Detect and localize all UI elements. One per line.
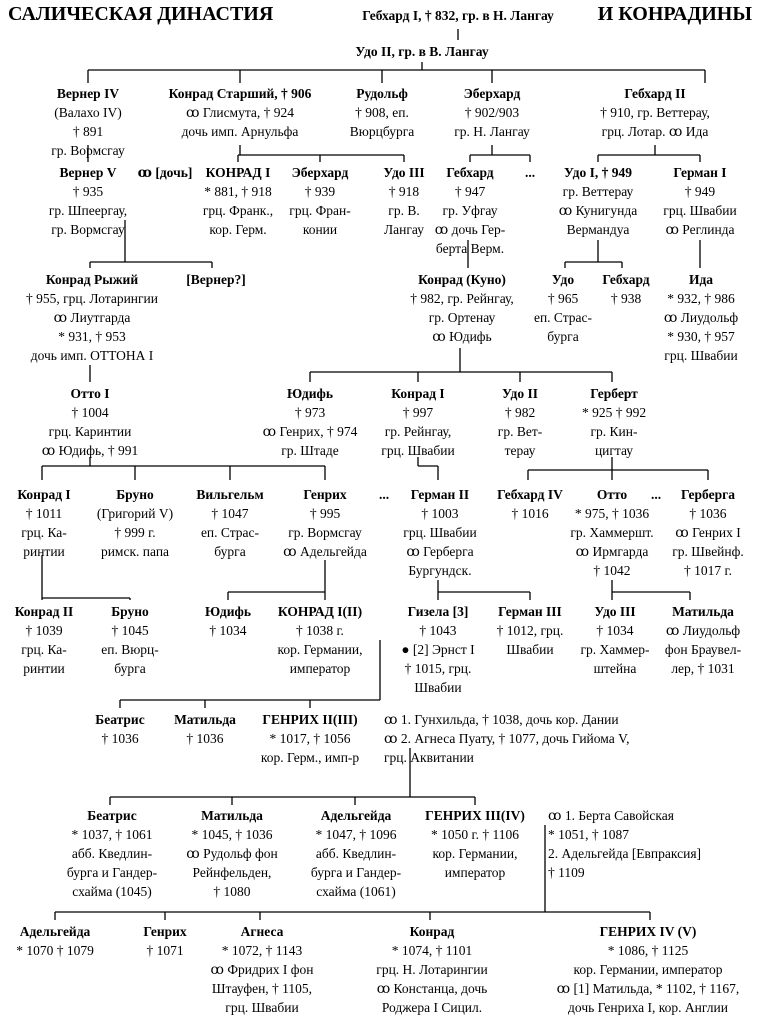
person-line: Бруно [116, 487, 154, 502]
person-line: * 1072, † 1143 [221, 943, 303, 958]
person-line: Конрад [409, 924, 455, 939]
person-line: римск. папа [100, 544, 170, 559]
person-line: Рудольф [356, 86, 408, 101]
person-line: † 1080 [213, 884, 251, 899]
person-heinrich1 [283, 485, 367, 561]
person-line: Швабии [414, 680, 462, 695]
person-konrad2 [15, 602, 74, 678]
person-line: схайма (1061) [316, 884, 396, 899]
person-heinrich_c [143, 922, 186, 960]
person-line: Гебхард I, † 832, гр. в Н. Лангау [362, 8, 554, 23]
person-matilda3 [186, 806, 277, 901]
person-adelheid2 [16, 922, 94, 960]
person-line: † 947 [454, 184, 486, 199]
person-line: † 1004 [71, 405, 109, 420]
person-line: Гебхард [446, 165, 494, 180]
person-line: † 935 [72, 184, 104, 199]
person-line: ꝏ Генрих, † 974 [262, 424, 358, 439]
person-heinrich4 [557, 922, 740, 1017]
person-line: * 1017, † 1056 [269, 731, 351, 746]
person-line: Удо [551, 272, 575, 287]
person-line: Рейнфельден, [192, 865, 272, 880]
person-line: дочь имп. ОТТОНА I [30, 348, 154, 363]
person-line: † 1071 [146, 943, 184, 958]
person-verner5 [49, 163, 127, 239]
person-line: гр. Вет- [497, 424, 543, 439]
person-line: Вернер V [59, 165, 117, 180]
person-line: † 999 г. [114, 525, 156, 540]
person-line: Генрих [303, 487, 347, 502]
person-line: Удо III [594, 604, 636, 619]
person-line: кор. Германии, [432, 846, 518, 861]
person-line: * 931, † 953 [58, 329, 126, 344]
person-line: грц. Швабии [381, 443, 455, 458]
person-line: дочь имп. Арнульфа [181, 124, 299, 139]
person-line: † 918 [388, 184, 420, 199]
person-line: абб. Кведлин- [71, 846, 153, 861]
person-line: Швабии [506, 642, 554, 657]
person-line: * 975, † 1036 [574, 506, 650, 521]
person-wilhelm [196, 485, 263, 561]
person-beatris1 [95, 710, 144, 748]
person-line: Герман I [673, 165, 727, 180]
person-german3 [497, 602, 564, 659]
person-line: ꝏ Юдифь, † 991 [41, 443, 139, 458]
person-line: † 1039 [25, 623, 63, 638]
person-line: * 1045, † 1036 [191, 827, 273, 842]
person-line: Юдифь [287, 386, 333, 401]
person-gerberga [672, 485, 744, 580]
person-konrad1s [381, 384, 454, 460]
person-line: * 1070 † 1079 [16, 943, 94, 958]
person-line: ГЕНРИХ II(III) [262, 712, 358, 727]
person-line: Конрад I [391, 386, 445, 401]
person-line: фон Браувел- [664, 642, 742, 657]
person-line: ꝏ Адельгейда [283, 544, 367, 559]
person-line: † 910, гр. Веттерау, [600, 105, 710, 120]
person-line: Гебхард II [624, 86, 686, 101]
person-line: † 1038 г. [296, 623, 344, 638]
person-line: † 891 [72, 124, 104, 139]
person-line: Адельгейда [19, 924, 91, 939]
person-judith2 [205, 602, 251, 640]
person-line: император [289, 661, 351, 676]
person-line: † 1045 [111, 623, 149, 638]
person-gebhard3 [435, 163, 505, 258]
person-line: ... [524, 165, 536, 180]
person-line: ꝏ 1. Берта Савойская [548, 808, 674, 823]
person-line: КОНРАД I(II) [277, 604, 363, 619]
person-matilda2 [174, 710, 236, 748]
person-line: Гебхард [602, 272, 650, 287]
person-line: Матильда [174, 712, 236, 727]
person-konrad_st [169, 84, 312, 141]
person-line: † 1011 [25, 506, 63, 521]
person-german2 [403, 485, 476, 580]
person-bruno [97, 485, 173, 561]
person-line: Гебхард IV [497, 487, 563, 502]
person-line: Вюрцбурга [349, 124, 415, 139]
person-heinrich3 [425, 806, 525, 882]
person-line: Конрад I [17, 487, 71, 502]
person-line: Отто I [70, 386, 110, 401]
person-line: * 1050 г. † 1106 [431, 827, 519, 842]
person-line: гр. Веттерау [562, 184, 634, 199]
person-line: гр. Швейнф. [672, 544, 744, 559]
person-bruno2 [101, 602, 159, 678]
person-line: † 939 [304, 184, 336, 199]
person-line: гр. В. [388, 203, 420, 218]
person-line: терау [504, 443, 536, 458]
person-line: ꝏ Генрих I [675, 525, 741, 540]
person-heinrich2 [261, 710, 359, 767]
person-herbert [582, 384, 646, 460]
person-line: * 1074, † 1101 [391, 943, 473, 958]
person-line: Конрад Старший, † 906 [168, 86, 312, 101]
person-line: † 1043 [419, 623, 457, 638]
person-line: Адельгейда [320, 808, 392, 823]
person-line: кор. Герм. [209, 222, 267, 237]
person-line: † 965 [547, 291, 579, 306]
person-dots1 [525, 163, 535, 182]
person-line: Агнеса [240, 924, 284, 939]
person-line: гр. Хаммершт. [570, 525, 654, 540]
person-line: ꝏ Лиудольф [663, 310, 739, 325]
person-matilda1 [665, 602, 741, 678]
person-judith1 [263, 384, 358, 460]
person-line: Удо III [383, 165, 425, 180]
person-line: Гизела [3] [407, 604, 469, 619]
person-line: Эберхард [463, 86, 521, 101]
person-line: грц. Лотар. ꝏ Ида [601, 124, 709, 139]
person-line: ꝏ Кунигунда [558, 203, 638, 218]
person-line: † 973 [294, 405, 326, 420]
person-line: кор. Германии, император [573, 962, 723, 977]
person-dots2 [379, 485, 389, 504]
person-line: † 1036 [101, 731, 139, 746]
person-konrad_emp [278, 602, 363, 678]
person-line: 2. Адельгейда [Евпраксия] [548, 846, 702, 861]
person-line: * 925 † 992 [581, 405, 647, 420]
person-ida [664, 270, 738, 365]
person-line: ꝏ Рудольф фон [186, 846, 278, 861]
person-line: † 1017 г. [684, 563, 732, 578]
person-udo3a [383, 163, 424, 239]
person-gebhard4 [497, 485, 563, 523]
person-line: ГЕНРИХ III(IV) [425, 808, 525, 823]
person-line: штейна [593, 661, 637, 676]
person-line: дочь Генриха I, кор. Англии [568, 1000, 728, 1015]
person-line: кор. Германии, [277, 642, 363, 657]
person-line: грц. Ка- [21, 642, 67, 657]
person-line: грц. Швабии [663, 203, 737, 218]
person-line: (Григорий V) [96, 506, 174, 521]
person-line: Беатрис [87, 808, 137, 823]
person-line: гр. Уфгау [442, 203, 498, 218]
person-konrad1k [203, 163, 273, 239]
person-line: цигтау [594, 443, 634, 458]
person-line: Ида [688, 272, 714, 287]
person-line: Удо II [501, 386, 539, 401]
person-line: ꝏ Фридрих I фон [210, 962, 314, 977]
person-line: бурга [114, 661, 146, 676]
person-line: Вермандуа [566, 222, 630, 237]
person-line: † 1109 [548, 865, 585, 880]
person-line: еп. Страс- [533, 310, 593, 325]
person-line: Конрад Рыжий [45, 272, 139, 287]
person-line: * 881, † 918 [204, 184, 272, 199]
person-verner4 [51, 84, 124, 160]
person-line: бурга и Гандер- [66, 865, 158, 880]
person-line: † 949 [684, 184, 716, 199]
person-agnesa [210, 922, 313, 1017]
person-gebhard2 [600, 84, 710, 141]
person-line: Матильда [672, 604, 734, 619]
person-verner_q [186, 270, 246, 289]
person-konrad_ryzh [26, 270, 158, 365]
person-doch [138, 163, 193, 182]
person-line: † 995 [309, 506, 341, 521]
person-line: ꝏ Ирмгарда [575, 544, 649, 559]
person-rudolf [350, 84, 414, 141]
person-line: гр. Вормсгау [51, 143, 125, 158]
title-left: САЛИЧЕСКАЯ ДИНАСТИЯ [8, 3, 274, 25]
person-line: ꝏ Констанца, дочь [376, 981, 488, 996]
person-line: схайма (1045) [72, 884, 152, 899]
person-line: кор. Герм., имп-р [260, 750, 360, 765]
person-adelheid1 [311, 806, 401, 901]
person-line: † 997 [402, 405, 434, 420]
person-spouses1 [384, 710, 629, 767]
person-line: грц. Аквитании [384, 750, 474, 765]
person-line: ꝏ Лиутгарда [53, 310, 131, 325]
person-line: ГЕНРИХ IV (V) [599, 924, 697, 939]
person-line: Конрад II [14, 604, 74, 619]
person-line: † 982, гр. Рейнгау, [410, 291, 514, 306]
person-line: * 1047, † 1096 [315, 827, 397, 842]
person-line: ꝏ Герберга [406, 544, 474, 559]
person-line: ꝏ [дочь] [137, 165, 193, 180]
person-line: грц. Н. Лотарингии [376, 962, 488, 977]
person-line: Конрад (Куно) [418, 272, 506, 287]
person-line: абб. Кведлин- [315, 846, 397, 861]
person-line: † 902/903 [464, 105, 520, 120]
person-udo2b [498, 384, 542, 460]
person-line: † 938 [610, 291, 642, 306]
person-line: Генрих [143, 924, 187, 939]
person-line: берта Верм. [435, 241, 505, 256]
person-line: † 908, еп. [355, 105, 409, 120]
person-line: лер, † 1031 [671, 661, 735, 676]
person-line: гр. Кин- [590, 424, 638, 439]
person-line: грц. Франк., [202, 203, 274, 218]
person-line: † 1015, грц. [404, 661, 472, 676]
person-line: Лангау [384, 222, 424, 237]
person-line: Герберт [590, 386, 638, 401]
person-line: Юдифь [205, 604, 251, 619]
person-line: грц. Ка- [21, 525, 67, 540]
person-line: Матильда [201, 808, 263, 823]
person-konrad_kuno [410, 270, 514, 346]
person-line: гр. Штаде [281, 443, 339, 458]
person-line: (Валахо IV) [54, 105, 122, 120]
person-line: † 1012, грц. [496, 623, 564, 638]
person-line: гр. Шпеергау, [48, 203, 128, 218]
person-line: Герберга [680, 487, 736, 502]
person-line: Удо I, † 949 [564, 165, 632, 180]
person-line: Герман II [410, 487, 470, 502]
person-line: грц. Швабии [664, 348, 738, 363]
person-konrad1k2 [17, 485, 70, 561]
person-beatris2 [67, 806, 157, 901]
person-otto1 [42, 384, 139, 460]
person-line: гр. Вормсгау [51, 222, 125, 237]
person-line: † 1047 [211, 506, 249, 521]
person-line: гр. Ортенау [428, 310, 496, 325]
person-german1 [663, 163, 736, 239]
person-line: Бургундск. [408, 563, 472, 578]
person-line: гр. Рейнгау, [384, 424, 452, 439]
person-line: ... [650, 487, 662, 502]
person-line: грц. Фран- [289, 203, 351, 218]
person-line: грц. Швабии [403, 525, 477, 540]
person-line: ринтии [23, 661, 65, 676]
person-gebhard_938 [602, 270, 649, 308]
person-line: † 1034 [209, 623, 247, 638]
person-line: † 1042 [593, 563, 631, 578]
person-line: Беатрис [95, 712, 145, 727]
person-line: Отто [596, 487, 628, 502]
person-line: бурга и Гандер- [310, 865, 402, 880]
person-line: Удо II, гр. в В. Лангау [355, 44, 489, 59]
person-line: Эберхард [291, 165, 349, 180]
person-line: гр. Хаммер- [580, 642, 650, 657]
person-line: * 932, † 986 [667, 291, 735, 306]
title-right: И КОНРАДИНЫ [597, 3, 752, 25]
person-line: * 1051, † 1087 [548, 827, 629, 842]
person-line: бурга [214, 544, 246, 559]
person-line: ꝏ Реглинда [665, 222, 735, 237]
person-line: еп. Страс- [200, 525, 260, 540]
person-udo_strasb [534, 270, 592, 346]
person-konrad_last [376, 922, 487, 1017]
person-line: † 1016 [511, 506, 549, 521]
person-line: бурга [547, 329, 579, 344]
person-line: грц. Швабии [225, 1000, 299, 1015]
person-otto2 [570, 485, 653, 580]
person-eberhard2 [289, 163, 350, 239]
person-line: * 1037, † 1061 [71, 827, 153, 842]
person-spouses2 [548, 806, 701, 882]
person-line: [Вернер?] [186, 272, 246, 287]
person-line: ꝏ 1. Гунхильда, † 1038, дочь кор. Дании [384, 712, 619, 727]
person-line: † 982 [504, 405, 536, 420]
person-line: † 1036 [689, 506, 727, 521]
person-line: Штауфен, † 1105, [211, 981, 313, 996]
person-line: еп. Вюрц- [101, 642, 159, 657]
person-line: Бруно [111, 604, 149, 619]
person-line: † 955, грц. Лотарингии [25, 291, 159, 306]
person-line: ꝏ Глисмута, † 924 [185, 105, 295, 120]
person-line: ꝏ 2. Агнеса Пуату, † 1077, дочь Гийома V, [384, 731, 630, 746]
person-line: гр. Вормсгау [288, 525, 362, 540]
person-line: † 1034 [596, 623, 634, 638]
person-line: Герман III [498, 604, 562, 619]
person-eberhard1 [454, 84, 530, 141]
person-line: КОНРАД I [205, 165, 271, 180]
person-line: ꝏ Юдифь [432, 329, 492, 344]
person-dots3 [651, 485, 661, 504]
person-line: Вильгельм [196, 487, 264, 502]
person-line: ꝏ дочь Гер- [434, 222, 506, 237]
person-line: ... [378, 487, 390, 502]
person-line: * 930, † 957 [667, 329, 735, 344]
person-line: † 1003 [421, 506, 459, 521]
person-udo3b [580, 602, 649, 678]
person-line: конии [302, 222, 338, 237]
person-line: гр. Н. Лангау [454, 124, 530, 139]
person-line: Роджера I Сицил. [381, 1000, 483, 1015]
person-line: Вернер IV [56, 86, 120, 101]
person-line: ● [2] Эрнст I [401, 642, 475, 657]
person-line: грц. Каринтии [48, 424, 132, 439]
person-line: ринтии [23, 544, 65, 559]
person-line: император [444, 865, 506, 880]
person-line: † 1036 [186, 731, 224, 746]
person-line: ꝏ Лиудольф [665, 623, 741, 638]
person-udo1 [559, 163, 637, 239]
person-udo2 [355, 42, 488, 61]
person-line: * 1086, † 1125 [607, 943, 689, 958]
person-gizela [401, 602, 474, 697]
person-gebhard1 [362, 6, 554, 25]
person-line: ꝏ [1] Матильда, * 1102, † 1167, [556, 981, 740, 996]
